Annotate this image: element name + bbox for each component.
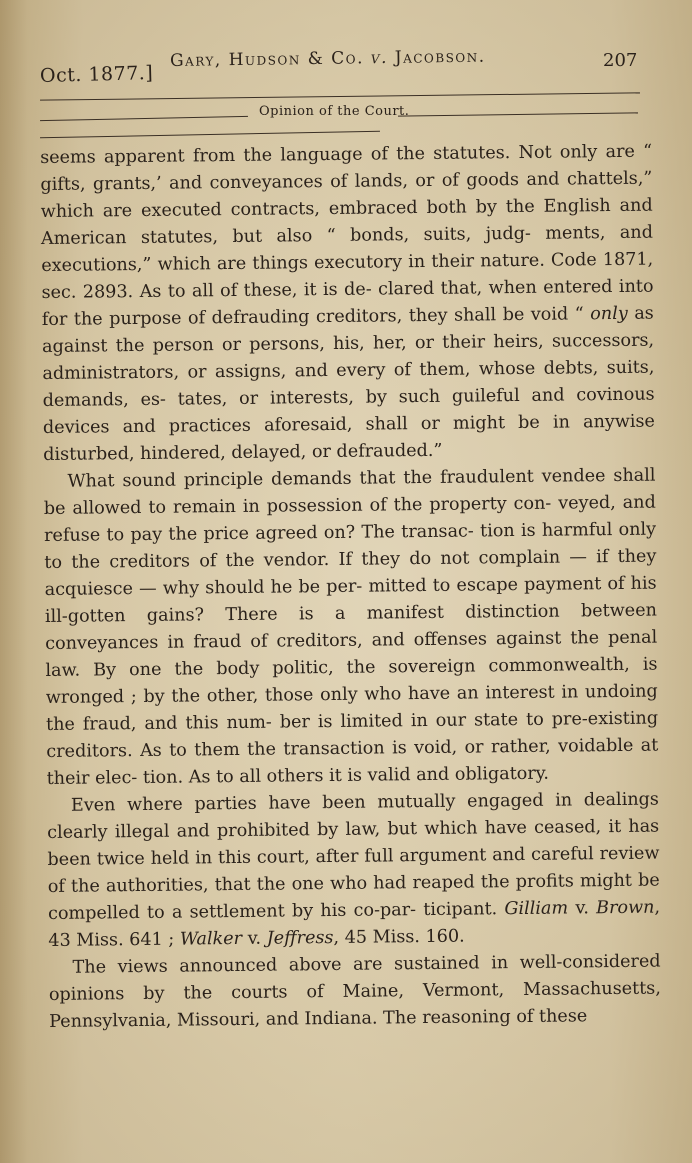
italic-text: only xyxy=(590,303,628,325)
text-segment: Even where parties have been mutually engaged in dealings clearly illegal and prohibited by law, but which have ceased, it has been twice held in this court, after full argument and careful review of the authorities, that the one who had reaped the profits might be compelled to a settlement by his co-par- ticipant. xyxy=(47,789,660,924)
text-segment: seems apparent from the language of the statutes. Not only are “ gifts, grants,’ and conveyances of lands, or of goods and chattels,” which are executed contracts, embraced both by the English and American statutes, but also “ bonds, suits, judg- ments, and executions,” which are things executory in their nature. Code 1871, sec. 2893. As to all of these, it is de- clared that, when entered into for the purpose of defrauding creditors, they shall be void “ xyxy=(40,141,654,330)
italic-text: Brown xyxy=(595,897,655,919)
paragraph xyxy=(48,949,661,1036)
text-segment: , 45 Miss. 160. xyxy=(333,926,465,948)
case-title-suffix: Jacobson. xyxy=(394,46,486,68)
case-title-versus: v. xyxy=(370,47,389,69)
case-title-prefix: Gary, Hudson & Co. xyxy=(169,48,365,71)
section-heading: Opinion of the Court. xyxy=(259,104,410,119)
opinion-text xyxy=(40,139,661,1036)
italic-text: Gilliam xyxy=(504,898,569,920)
subhead-rule-right xyxy=(398,112,638,116)
running-head-date: Oct. 1877.] xyxy=(39,62,154,87)
paragraph xyxy=(47,787,661,955)
page-number: 207 xyxy=(603,50,638,71)
text-segment: v. xyxy=(568,898,597,919)
text-segment: , 43 Miss. 641 ; xyxy=(48,897,661,951)
text-segment: What sound principle demands that the fraudulent vendee shall be allowed to remain in possession of the property con- veyed, and refuse to pay the price agreed on? The transac- tion is harmful only to the creditors of the vendor. If they do not complain — if they acquiesce — why should he be per- mitted to escape payment of his ill-gotten gains? There is a manifest distinction between conveyances in fraud of creditors, and offenses against the penal law. By one the body politic, the sovereign commonwealth, is wronged ; by the other, those only who have an interest in undoing the fraud, and this num- ber is limited in our state to pre-existing creditors. As to them the transaction is void, or rather, voidable at their elec- tion. As to all others it is valid and obligatory. xyxy=(43,465,659,789)
text-segment: as against the person or persons, his, her, or their heirs, successors, administrators, or assigns, and every of them, whose debts, suits, demands, es- tates, or interests, by such guileful and covinous devices and practices aforesaid, shall or might be in anywise disturbed, hindered, delayed, or defrauded.” xyxy=(42,303,656,465)
header-rule xyxy=(40,92,640,100)
paragraph xyxy=(43,463,658,793)
text-segment: v. xyxy=(241,928,267,949)
italic-text: Walker xyxy=(179,928,243,950)
running-head xyxy=(0,45,692,85)
text-segment: The views announced above are sustained in well-considered opinions by the courts of Maine, Vermont, Massachusetts, Pennsylvania, Missouri, and Indiana. The reasoning of these xyxy=(48,951,661,1032)
section-divider xyxy=(40,131,380,139)
subhead-rule-left xyxy=(40,116,248,121)
italic-text: Jeffress xyxy=(266,927,334,949)
paragraph xyxy=(40,139,655,469)
case-title xyxy=(170,47,486,71)
